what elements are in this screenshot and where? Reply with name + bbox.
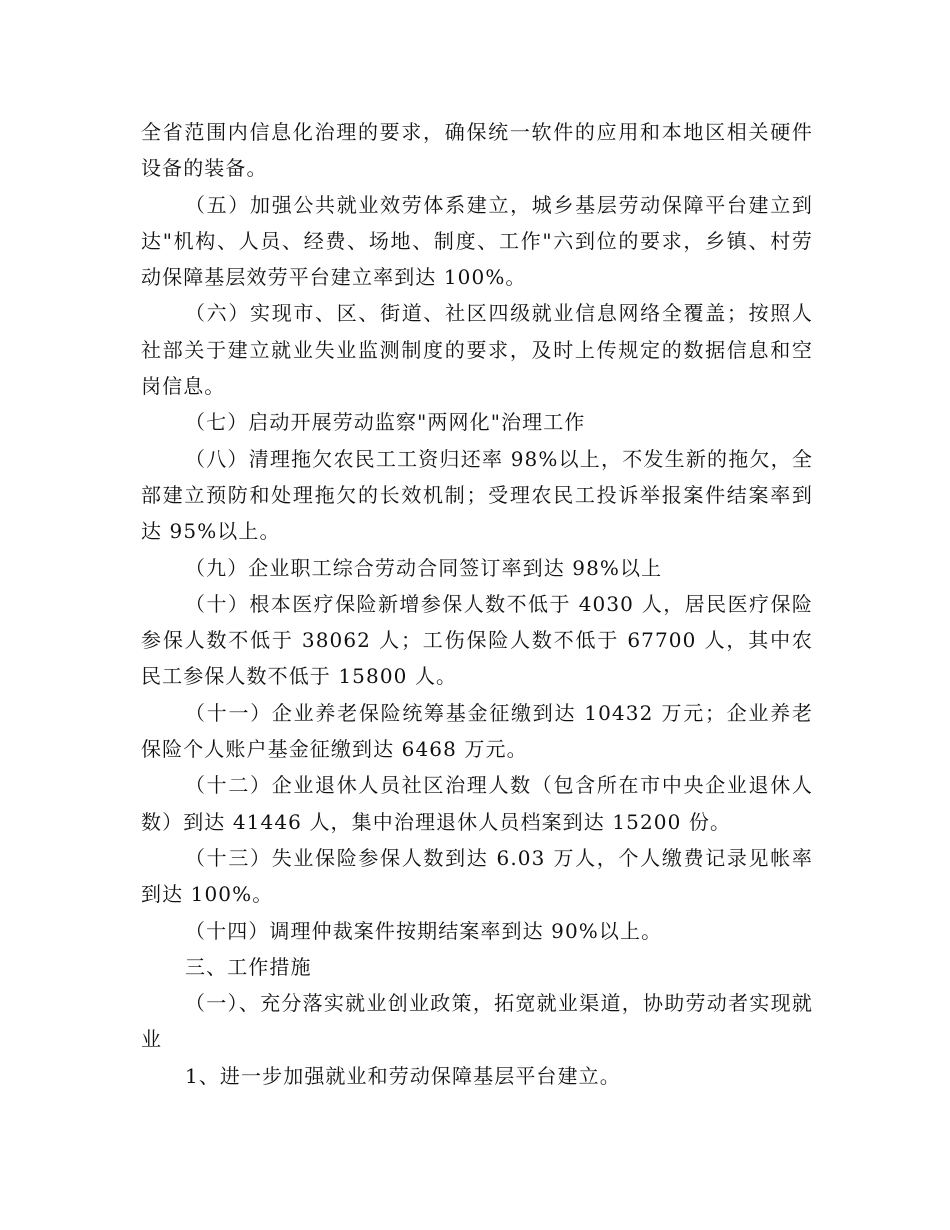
- paragraph-item-12: （十二）企业退休人员社区治理人数（包含所在市中央企业退休人数）到达 41446 人，集中治理退休人员档案到达 15200 份。: [141, 773, 813, 834]
- paragraph-item-11: （十一）企业养老保险统筹基金征缴到达 10432 万元；企业养老保险个人账户基金征缴到达 6468 万元。: [141, 700, 813, 762]
- paragraph-item-13: （十三）失业保险参保人数到达 6.03 万人，个人缴费记录见帐率到达 100%。: [141, 845, 813, 907]
- paragraph-item-5: （五）加强公共就业效劳体系建立，城乡基层劳动保障平台建立到达"机构、人员、经费、场地、制度、工作"六到位的要求，乡镇、村劳动保障基层效劳平台建立率到达 100%。: [141, 192, 813, 290]
- section-heading-measures: 三、工作措施: [185, 954, 312, 979]
- paragraph-item-7: （七）启动开展劳动监察"两网化"治理工作: [185, 410, 586, 435]
- subsection-heading-1: （一）、充分落实就业创业政策，拓宽就业渠道，协助劳动者实现就业: [141, 991, 813, 1052]
- paragraph-item-6: （六）实现市、区、街道、社区四级就业信息网络全覆盖；按照人社部关于建立就业失业监测制度的要求，及时上传规定的数据信息和空岗信息。: [141, 301, 813, 399]
- document-body: [141, 114, 813, 1094]
- numbered-item-1: 1、进一步加强就业和劳动保障基层平台建立。: [185, 1063, 621, 1088]
- paragraph-item-9: （九）企业职工综合劳动合同签订率到达 98%以上: [185, 555, 663, 580]
- paragraph-continuation: 全省范围内信息化治理的要求，确保统一软件的应用和本地区相关硬件设备的装备。: [141, 120, 813, 181]
- paragraph-item-14: （十四）调理仲裁案件按期结案率到达 90%以上。: [185, 918, 663, 943]
- paragraph-item-8: （八）清理拖欠农民工工资归还率 98%以上，不发生新的拖欠，全部建立预防和处理拖欠的长效机制；受理农民工投诉举报案件结案率到达 95%以上。: [141, 446, 813, 544]
- paragraph-item-10: （十）根本医疗保险新增参保人数不低于 4030 人，居民医疗保险参保人数不低于 38062 人；工伤保险人数不低于 67700 人，其中农民工参保人数不低于 15800 人。: [141, 591, 813, 689]
